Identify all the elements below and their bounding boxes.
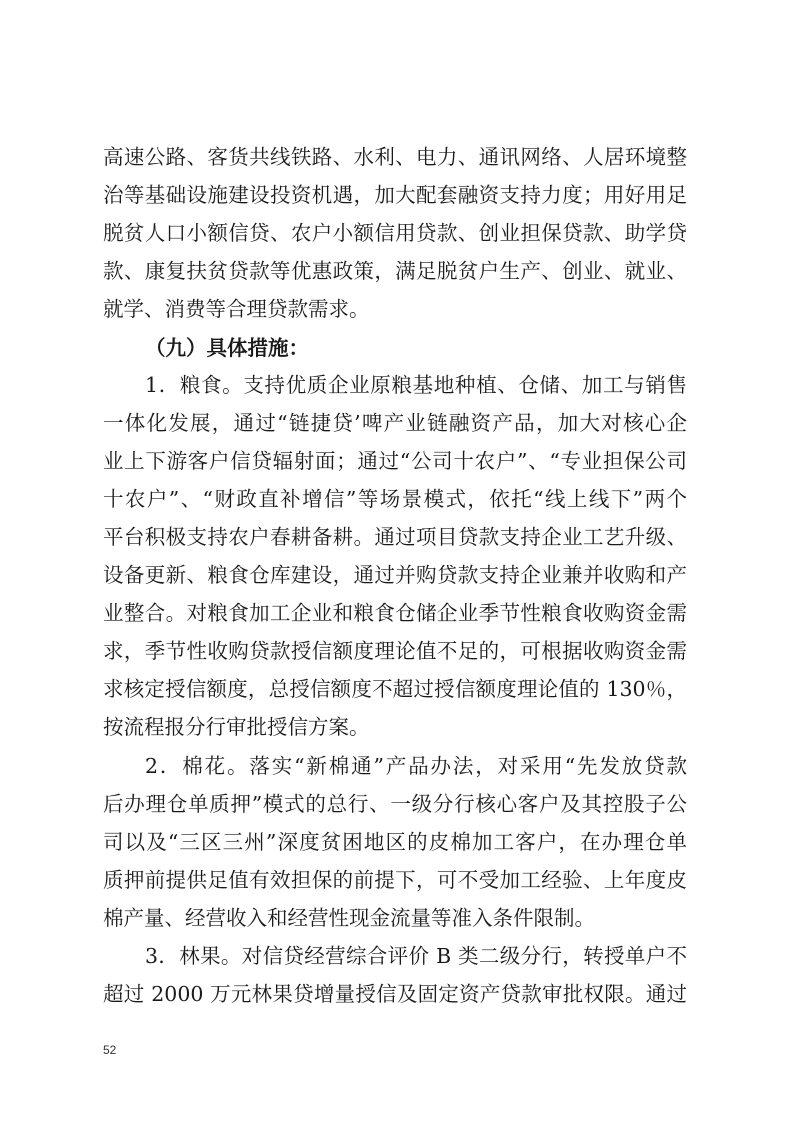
text-line: 按流程报分行审批授信方案。: [103, 715, 370, 739]
text-line: 设备更新、粮食仓库建设，通过并购贷款支持企业兼并收购和产: [103, 563, 687, 587]
text-line: 2．棉花。落实“新棉通”产品办法，对采用“先发放贷款: [145, 754, 687, 778]
text-line: 3．林果。对信贷经营综合评价 B 类二级分行，转授单户不: [145, 944, 687, 968]
text-line: 求，季节性收购贷款授信额度理论值不足的，可根据收购资金需: [103, 639, 687, 663]
text-line: 业上下游客户信贷辐射面；通过“公司十农户”、“专业担保公司: [103, 449, 687, 473]
text-line: 后办理仓单质押”模式的总行、一级分行核心客户及其控股子公: [103, 792, 687, 816]
text-line: 质押前提供足值有效担保的前提下，可不受加工经验、上年度皮: [103, 868, 687, 892]
text-line: 棉产量、经营收入和经营性现金流量等准入条件限制。: [103, 906, 595, 930]
text-line: 求核定授信额度，总授信额度不超过授信额度理论值的 130％，: [103, 677, 687, 701]
text-line: 一体化发展，通过“链捷贷’啤产业链融资产品，加大对核心企: [103, 411, 687, 435]
section-heading: （九）具体措施：: [145, 336, 309, 360]
text-line: 1．粮食。支持优质企业原粮基地种植、仓储、加工与销售: [145, 373, 687, 397]
text-line: 款、康复扶贫贷款等优惠政策，满足脱贫户生产、创业、就业、: [103, 259, 687, 283]
text-line: 脱贫人口小额信贷、农户小额信用贷款、创业担保贷款、助学贷: [103, 221, 687, 245]
text-line: 高速公路、客货共线铁路、水利、电力、通讯网络、人居环境整: [103, 145, 687, 169]
text-line: 平台积极支持农户春耕备耕。通过项目贷款支持企业工艺升级、: [103, 525, 687, 549]
text-line: 治等基础设施建设投资机遇，加大配套融资支持力度；用好用足: [103, 183, 687, 207]
text-line: 超过 2000 万元林果贷增量授信及固定资产贷款审批权限。通过: [103, 982, 687, 1006]
text-line: 业整合。对粮食加工企业和粮食仓储企业季节性粮食收购资金需: [103, 601, 687, 625]
text-line: 就学、消费等合理贷款需求。: [103, 297, 370, 321]
text-line: 司以及“三区三州”深度贫困地区的皮棉加工客户，在办理仓单: [103, 830, 687, 854]
text-line: 十农户”、“财政直补增信”等场景模式，依托“线上线下”两个: [103, 487, 687, 511]
page-number: 52: [103, 1043, 117, 1057]
